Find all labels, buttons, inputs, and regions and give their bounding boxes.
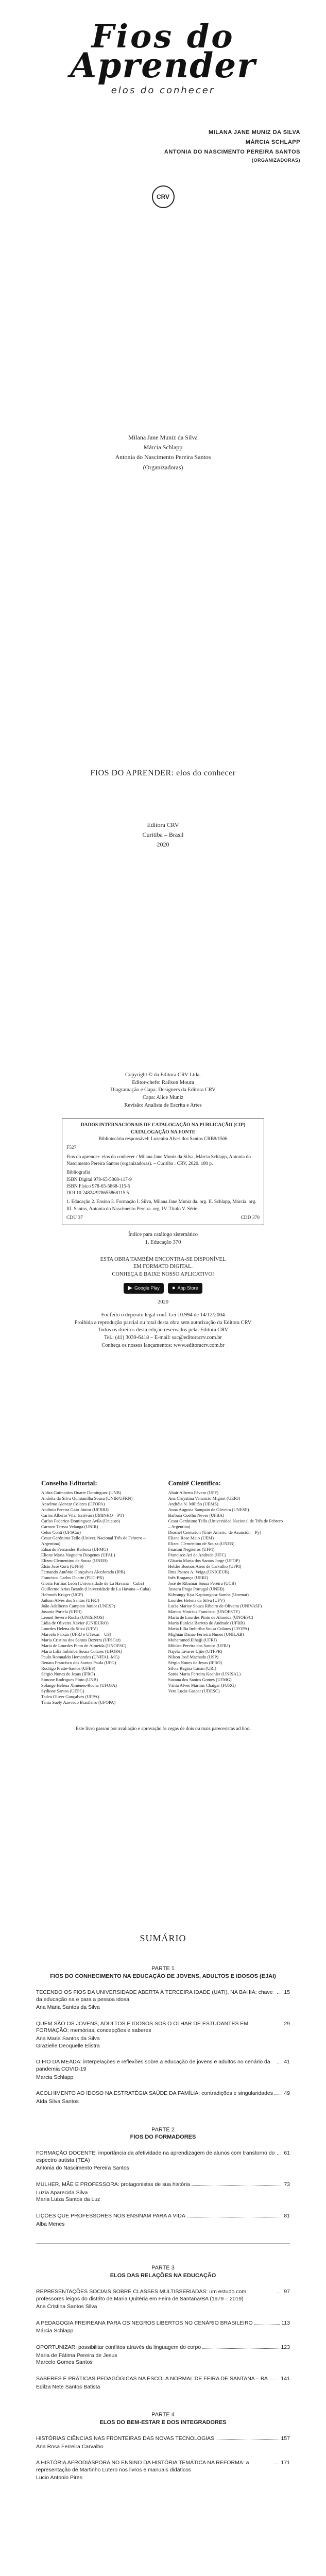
council-member: Carlos Federico Dominguez Avila (Unieuro) — [41, 1518, 121, 1523]
toc-entry-title: A HISTÓRIA AFRODIÁSPORA NO ENSINO DA HISTÓRIA TEMÁTICA NA REFORMA: a representação de Martinho Lutero nos livros e manuais didáticos — [36, 2460, 249, 2473]
divider — [36, 2243, 290, 2244]
toc-entry-line — [36, 1989, 290, 2003]
toc-leader-dots — [216, 2439, 279, 2440]
toc-entry-author: Maria Luiza Santos da Luz — [36, 2196, 100, 2203]
half-title-line: (Organizadoras) — [143, 463, 183, 471]
committee-member: Lourdes Helena da Silva (UFV) — [168, 1597, 225, 1603]
council-member: Marcelo Paixão (UFRJ e UTexas – US) — [41, 1631, 111, 1637]
toc-leader-dots — [274, 2094, 282, 2095]
cip-isbn: ISBN Físico 978-65-5868-115-5 — [66, 1183, 130, 1189]
cip-doi: DOI 10.24824/978655868115.5 — [66, 1191, 129, 1196]
cover-authors — [0, 128, 300, 164]
toc-entry[interactable] — [36, 2090, 290, 2105]
publication-year: 2020 — [157, 840, 169, 848]
committee-member: Eliane Rose Maio (UEM) — [168, 1535, 214, 1540]
cover-author: ANTONIA DO NASCIMENTO PEREIRA SANTOS — [164, 148, 300, 155]
toc-leader-dots — [277, 1993, 282, 1994]
legal-line: Proibida a reprodução parcial ou total desta obra sem autorização da Editora CRV — [74, 1319, 252, 1326]
committee-member: Helder Buenos Aires de Carvalho (UFPI) — [168, 1563, 242, 1569]
committee-member: Marcos Vinicius Francisco (UNOESTE) — [168, 1608, 240, 1614]
cip-title: DADOS INTERNACIONAIS DE CATALOGAÇÃO NA PUBLICAÇÃO (CIP) CATALOGAÇÃO NA FONTE — [80, 1123, 246, 1135]
council-list — [41, 1490, 158, 1705]
committee-member: Altair Alberto Fávero (UPF) — [168, 1489, 219, 1495]
availability-line: ESTA OBRA TAMBÉM ENCONTRA-SE DISPONÍVEL — [100, 1256, 226, 1262]
toc-entry-author: Grazielle Deoquelle Elistra — [36, 2042, 100, 2049]
committee-member: Maria Lília Imbiriba Sousa Colares (UFOPA) — [168, 1625, 249, 1631]
committee-member: Inês Bragança (UERJ) — [168, 1574, 208, 1580]
council-member: Carlos Alberto Vilar Estêvão (UMINHO – PT) — [41, 1512, 124, 1518]
toc-part-title: FIOS DO FORMADORES — [130, 2133, 196, 2140]
committee-heading: Comitê Científico: — [168, 1479, 221, 1487]
toc-part-title: ELOS DO BEM-ESTAR E DOS INTEGRADORES — [99, 2419, 227, 2426]
toc-entry[interactable] — [36, 2021, 290, 2050]
council-member: Elizeu Clementino de Souza (UNEB) — [41, 1557, 108, 1563]
toc-entry-title: FORMAÇÃO DOCENTE: importância da afetividade na aprendizagem de alunos com transtorno do espectro autista (TEA) — [36, 2150, 275, 2163]
council-columns — [41, 1479, 285, 1705]
toc-entry-author: Luzia Aparecida Silva — [36, 2189, 88, 2196]
committee-member: Barbara Coelho Neves (UFBA) — [168, 1512, 225, 1518]
cip-cdd: CDD 370 — [241, 1215, 260, 1221]
toc-entry-authors — [36, 2036, 290, 2049]
toc-entry[interactable] — [36, 1989, 290, 2011]
toc-entry[interactable] — [36, 2059, 290, 2081]
toc-entry-page: 29 — [284, 2020, 290, 2027]
committee-member: Maria de Lourdes Pinto de Almeida (UNOESC) — [168, 1614, 253, 1620]
cover-page — [0, 0, 326, 402]
toc-part-title: ELOS DAS RELAÇÕES NA EDUCAÇÃO — [110, 2272, 216, 2279]
council-member: Celso Conti (UFSCar) — [41, 1529, 81, 1535]
toc-entry-author: Edilza Nete Santos Batista — [36, 2383, 100, 2390]
toc-entry[interactable] — [36, 2289, 290, 2311]
committee-member: Gláucia Maria dos Santos Jorge (UFOP) — [168, 1557, 240, 1563]
toc-entry-authors — [36, 2074, 290, 2081]
committee-member: Elizeu Clementino de Souza (UNEB) — [168, 1540, 235, 1546]
toc-entry-authors — [36, 2352, 290, 2366]
toc-entry-title: REPRESENTAÇÕES SOCIAIS SOBRE CLASSES MULTISSERIADAS: um estudo com professores leigos do distrito de Maria Quitéria em Feira de Santana/BA (1979 – 2019) — [36, 2288, 247, 2302]
council-member: Helmuth Krüger (UCP) — [41, 1591, 83, 1597]
cip-isbn: Bibliografia — [66, 1170, 90, 1176]
toc-part-number: PARTE 2 — [151, 2126, 175, 2133]
council-member: Josania Portela (UFPI) — [41, 1608, 82, 1614]
committee-member: Míghian Danae Ferreira Nunes (UNILAB) — [168, 1631, 244, 1637]
toc-entry-page: 49 — [284, 2090, 290, 2097]
council-member: Maria Lília Imbiriba Sousa Colares (UFOPA) — [41, 1648, 122, 1654]
credit-line: Editor-chefe: Railson Moura — [132, 1079, 194, 1086]
committee-member: Sonia Maria Ferreira Koehler (UNISAL) — [168, 1671, 241, 1676]
half-title-line: Márcia Schlapp — [143, 444, 183, 451]
store-label: Google Play — [134, 1285, 160, 1291]
toc-entry-author: Marcelo Gomes Santos — [36, 2359, 93, 2366]
toc-entry-page: 141 — [281, 2376, 290, 2382]
committee-member: Anna Augusta Sampaio de Oliveira (UNESP) — [168, 1506, 249, 1512]
committee-member: Maria Eurácia Barreto de Andrade (UFRB) — [168, 1620, 245, 1625]
toc-entry-line — [36, 2021, 290, 2035]
toc-entry[interactable] — [36, 2344, 290, 2366]
committee-member: Jussara Fraga Portugal (UNEB) — [168, 1586, 225, 1591]
council-member: Lourdes Helena da Silva (UFV) — [41, 1625, 98, 1631]
committee-member: Nilson José Machado (USP) — [168, 1654, 219, 1659]
toc-entry[interactable] — [36, 2213, 290, 2228]
committee-member: Sérgio Nunes de Jesus (IFRO) — [168, 1659, 222, 1665]
index-heading: Índice para catálogo sistemático — [128, 1232, 198, 1238]
toc-entry[interactable] — [36, 2460, 290, 2482]
store-badges — [62, 1283, 264, 1294]
legal-line: Conheça os nossos lançamentos: www.editoracrv.com.br — [101, 1342, 225, 1348]
council-member: Francisco Carlos Duarte (PUC-PR) — [41, 1574, 104, 1580]
toc-leader-dots — [192, 2185, 283, 2186]
legal-line: Foi feito o depósito legal conf. Lei 10.994 de 14/12/2004 — [101, 1312, 225, 1318]
council-member: João Adalberto Campato Junior (UNESP) — [41, 1603, 115, 1608]
toc-entry-line — [36, 2213, 290, 2220]
legal-line: Tel.: (41) 3039-6418 – E-mail: sac@editoracrv.com.br — [104, 1334, 222, 1341]
toc-entry-page: 73 — [284, 2181, 290, 2188]
credit-line: Capa: Alice Muniz — [142, 1095, 184, 1101]
toc-part-items — [36, 2435, 290, 2482]
publisher-logo: CRV — [152, 185, 175, 208]
toc-entry-title: A PEDAGOGIA FREIREANA PARA OS NEGROS LIBERTOS NO CENÁRIO BRASILEIRO — [36, 2319, 253, 2326]
half-title-line: Antonia do Nascimento Pereira Santos — [115, 453, 211, 461]
committee-member: Kilwangy Kya Kapitango-a-Samba (Unemat) — [168, 1591, 249, 1597]
toc-entry-line — [36, 2289, 290, 2302]
council-member: Simone Rodrigues Pinto (UNB) — [41, 1676, 98, 1682]
toc-entry[interactable] — [36, 2181, 290, 2204]
title-page — [0, 690, 326, 1051]
toc-part — [36, 2126, 290, 2141]
toc-entry-author: Aída Silva Santos — [36, 2098, 79, 2105]
app-store-badge[interactable] — [168, 1283, 202, 1294]
toc-entry-line — [36, 2059, 290, 2073]
toc-entry[interactable] — [36, 2435, 290, 2450]
toc-entry-line — [36, 2376, 290, 2383]
council-member: Tadeu Oliver Gonçalves (UFPA) — [41, 1693, 99, 1699]
cover-title-line1: Fios do — [91, 18, 235, 55]
toc-entry-authors — [36, 2165, 290, 2172]
council-member: Sydione Santos (UEPG) — [41, 1688, 84, 1693]
availability-line: EM FORMATO DIGITAL. — [133, 1264, 193, 1270]
council-member: Jailson Alves dos Santos (UFRJ) — [41, 1597, 99, 1603]
cip-body: Fios do aprender: elos do conhecer / Milana Jane Muniz da Silva, Márcia Schlapp, Antonia do Nascimento Pereira Santos (organizadoras). – Curitiba : CRV, 2020. 180 p. — [66, 1154, 251, 1166]
toc-part-items — [36, 2150, 290, 2228]
toc-entry-title: LIÇÕES QUE PROFESSORES NOS ENSINAM PARA A VIDA — [36, 2213, 185, 2219]
publisher-name: Editora CRV — [147, 821, 179, 828]
apple-icon: ● — [171, 1284, 176, 1291]
credits — [62, 1072, 264, 1109]
committee-member: Cesar Gerónimo Tello (Universidad Nacional de Três de Febrero – Argentina) — [168, 1518, 283, 1529]
toc-entry-page: 15 — [284, 1989, 290, 1995]
toc-entry-author: Marcia Schlapp — [36, 2074, 74, 2080]
toc-entry-page: 41 — [284, 2059, 290, 2065]
toc-heading: SUMÁRIO — [140, 1933, 186, 1943]
council-member: Tania Suely Azevedo Brasileiro (UFOPA) — [41, 1699, 116, 1705]
toc-entry-author: Márcia Schlapp — [36, 2328, 74, 2334]
council-member: Antônio Pereira Gaio Júnior (UFRRJ) — [41, 1506, 109, 1512]
toc-entry-authors — [36, 2303, 290, 2311]
cover-title — [0, 18, 326, 86]
toc-entry[interactable] — [36, 2150, 290, 2172]
book-title: FIOS DO APRENDER: elos do conhecer — [90, 769, 236, 777]
council-member: Cesar Gerónimo Tello (Univer. Nacional Três de Febrero – Argentina) — [41, 1535, 146, 1546]
council-member: Élsio José Corá (UFFS) — [41, 1563, 83, 1569]
toc-entry-page: 123 — [281, 2344, 290, 2351]
council-heading: Conselho Editorial: — [41, 1479, 97, 1487]
committee-member: Andréia N. Militão (UEMS) — [168, 1501, 218, 1506]
cover-title-line2: Aprender — [70, 45, 256, 86]
committee-column — [168, 1479, 285, 1705]
toc-entry-line — [36, 2344, 290, 2351]
copyright-page — [0, 1051, 326, 1463]
index-block — [62, 1231, 264, 1246]
committee-member: Vânia Alves Martins Chaigar (FURG) — [168, 1682, 236, 1688]
half-title-line: Milana Jane Muniz da Silva — [128, 434, 198, 441]
peer-review-note: Este livro passou por avaliação e aprovação às cegas de dois ou mais pareceristas ad hoc. — [76, 1726, 250, 1732]
availability — [62, 1256, 264, 1279]
council-member: Fernando Antônio Gonçalves Alcoforado (IPB) — [41, 1569, 125, 1574]
toc-part — [36, 2264, 290, 2279]
committee-member: Francisco Ari de Andrade (UFC) — [168, 1552, 227, 1557]
toc-entry-authors — [36, 2004, 290, 2011]
committee-member: Mohammed Elhajji (UFRJ) — [168, 1637, 217, 1642]
committee-list — [168, 1490, 285, 1694]
toc-part — [36, 1965, 290, 1980]
toc-entry-line — [36, 2090, 290, 2097]
toc-entry-page: 97 — [284, 2288, 290, 2295]
cip-class-row — [66, 1215, 260, 1222]
committee-member: Suzana dos Santos Gomes (UFMG) — [168, 1676, 232, 1682]
availability-line: CONHEÇA E BAIXE NOSSO APLICATIVO! — [112, 1272, 214, 1278]
legal-notice — [62, 1312, 264, 1349]
credit-line: Diagramação e Capa: Designers da Editora CRV — [110, 1087, 216, 1093]
toc-leader-dots — [277, 2154, 282, 2155]
committee-member: Vera Lucia Gaspar (UDESC) — [168, 1688, 220, 1693]
council-member: Rodrigo Pratte-Santos (UFES) — [41, 1665, 96, 1671]
committee-member: Mônica Pereira dos Santos (UFRJ) — [168, 1642, 230, 1648]
committee-member: José de Ribamar Sousa Pereira (UCB) — [168, 1580, 236, 1586]
toc-entry-line — [36, 2435, 290, 2443]
cip-subjects: 1. Educação 2. Ensino 3. Formação I. Silva, Milana Jane Muniz da. org. II. Schlapp, Márcia. org. III. Santos, Antonia do Nascimento Pereira. org. IV. Título V. Série. — [66, 1199, 256, 1212]
toc-entry-authors — [36, 2475, 290, 2482]
council-member: Andréia da Silva Quintanilha Sousa (UNIR/UFRN) — [41, 1495, 133, 1501]
table-of-contents — [0, 1911, 326, 2576]
toc-part-number: PARTE 3 — [151, 2265, 175, 2272]
council-member: Lidia de Oliveira Xavier (UNIEURO) — [41, 1620, 109, 1625]
toc-entry-title: TECENDO OS FIOS DA UNIVERSIDADE ABERTA À TERCEIRA IDADE (UATI), NA BAHIA: chave da educação na e para a pessoa idosa — [36, 1989, 273, 2003]
toc-part-items — [36, 2289, 290, 2391]
toc-part-number: PARTE 4 — [151, 2412, 175, 2418]
toc-entry-author: Ana Cristina Santos Silva — [36, 2303, 97, 2310]
council-member: Eduardo Fernandes Barbosa (UFMG) — [41, 1546, 108, 1552]
toc-entry-title: OPORTUNIZAR: possibilitar conflitos através da linguagem do corpo — [36, 2344, 201, 2351]
editorial-council-page — [0, 1463, 326, 1911]
cover-author: MILANA JANE MUNIZ DA SILVA — [209, 129, 300, 136]
toc-entry-page: 61 — [284, 2150, 290, 2157]
toc-entry-page: 157 — [281, 2435, 290, 2442]
toc-entry-author: Ana Maria Santos da Silva — [36, 2036, 100, 2042]
council-member: Maria Cristina dos Santos Bezerra (UFSCar) — [41, 1637, 121, 1642]
cip-code: F527 — [66, 1145, 77, 1151]
toc-leader-dots — [202, 2348, 279, 2349]
council-member: Gloria Fariñas León (Universidade de La Havana – Cuba) — [41, 1580, 144, 1586]
imprint — [0, 820, 326, 850]
copyright-year: 2020 — [158, 1299, 168, 1306]
toc-entry-authors — [36, 2444, 290, 2451]
committee-member: Ana Chrystina Venancio Mignot (UERJ) — [168, 1495, 241, 1501]
cip-isbn: ISBN Digital 978-65-5868-117-9 — [66, 1177, 132, 1182]
toc-entry-authors — [36, 2221, 290, 2228]
toc-entry-title: SABERES E PRÁTICAS PEDAGÓGICAS NA ESCOLA NORMAL DE FEIRA DE SANTANA – BA — [36, 2376, 268, 2382]
store-label: App Store — [177, 1285, 198, 1291]
toc-entry-author: Alba Menes — [36, 2221, 65, 2227]
committee-member: Diosnel Centurion (Univ Americ. de Asunción – Py) — [168, 1529, 261, 1535]
toc-entry-author: Maria de Fátima Pereira de Jesus — [36, 2352, 117, 2359]
toc-leader-dots — [254, 2324, 280, 2325]
cip-subtitle: Bibliotecária responsável: Luzenira Alves dos Santos CRB9/1506 — [98, 1137, 228, 1142]
credit-line: Revisão: Analista de Escrita e Artes — [124, 1102, 202, 1108]
credit-line: Copyright © da Editora CRV Ltda. — [125, 1072, 201, 1078]
toc-entry-authors — [36, 2190, 290, 2204]
index-entry: 1. Educação 370 — [145, 1239, 181, 1245]
toc-entry-page: 171 — [281, 2460, 290, 2466]
toc-entry-authors — [36, 2384, 290, 2391]
toc-entry-page: 113 — [281, 2319, 290, 2326]
council-member: Carmen Tereza Velanga (UNIR) — [41, 1523, 98, 1529]
toc-entry-line — [36, 2320, 290, 2327]
toc-entry-author: Antonia do Nascimento Pereira Santos — [36, 2165, 129, 2172]
cip-cdu: CDU 37 — [66, 1215, 83, 1221]
committee-member: Lucia Marisy Souza Ribeiro de Oliveira (UNIVASF) — [168, 1603, 262, 1608]
committee-member: Silvia Regina Canan (URI) — [168, 1665, 216, 1671]
toc-entry-authors — [36, 2098, 290, 2106]
cover-author: MÁRCIA SCHLAPP — [245, 139, 300, 145]
toc-entry-title: O FIO DA MEADA: interpelações e reflexões sobre a educação de jovens e adultos no cenário da pandemia COVID-19 — [36, 2059, 270, 2073]
committee-member: Najela Tavares Ujiie (UTFPR) — [168, 1648, 222, 1654]
council-member: Solange Helena Ximenes-Rocha (UFOPA) — [41, 1682, 117, 1688]
play-icon: ▶ — [128, 1284, 132, 1291]
cip-box — [62, 1118, 264, 1225]
council-member: Aldira Guimarães Duarte Domínguez (UNB) — [41, 1489, 122, 1495]
council-member: Guillermo Arias Beatón (Universidade de La Havana – Cuba) — [41, 1586, 151, 1591]
toc-part-items — [36, 1989, 290, 2106]
council-column — [41, 1479, 158, 1705]
committee-member: Fauston Negreiros (UFPI) — [168, 1546, 215, 1552]
committee-member: Ilma Passos A. Veiga (UNICEUB) — [168, 1569, 229, 1574]
council-member: Elione Maria Nogueira Diogenes (UFAL) — [41, 1552, 115, 1557]
council-member: Maria de Lourdes Pinto de Almeida (UNOESC) — [41, 1642, 127, 1648]
toc-entry-title: HISTÓRIAS CIÊNCIAS NAS FRONTEIRAS DAS NOVAS TECNOLOGIAS — [36, 2435, 215, 2442]
council-member: Paulo Romualdo Hernandes (UNIFAL-MG) — [41, 1654, 119, 1659]
council-member: Renato Francisco dos Santos Paula (UFG) — [41, 1659, 116, 1665]
toc-part-number: PARTE 1 — [151, 1965, 175, 1972]
toc-part-title: FIOS DO CONHECIMENTO NA EDUCAÇÃO DE JOVENS, ADULTOS E IDOSOS (EJAI) — [50, 1973, 276, 1979]
toc-entry-page: 81 — [284, 2213, 290, 2219]
toc-entry-title: MULHER, MÃE E PROFESSORA: protagonistas de sua história — [36, 2181, 190, 2188]
toc-entry-author: Lucio Antonio Pires — [36, 2475, 82, 2481]
council-member: Sérgio Nunes de Jesus (IFRO) — [41, 1671, 95, 1676]
council-member: Leonel Severo Rocha (UNISINOS) — [41, 1614, 104, 1620]
toc-entry[interactable] — [36, 2376, 290, 2391]
toc-entry-title: QUEM SÃO OS JOVENS, ADULTOS E IDOSOS SOB O OLHAR DE ESTUDANTES EM FORMAÇÃO: memórias, concepções e saberes — [36, 2020, 249, 2034]
cover-role: (ORGANIZADORAS) — [252, 158, 300, 163]
toc-entry-author: Ana Rosa Ferreira Carvalho — [36, 2443, 104, 2450]
toc-entry-line — [36, 2181, 290, 2189]
toc-entry-author: Ana Maria Santos da Silva — [36, 2004, 100, 2011]
half-title-page — [0, 402, 326, 690]
google-play-badge[interactable] — [124, 1283, 164, 1294]
toc-part — [36, 2411, 290, 2426]
publisher-city: Curitiba – Brasil — [142, 831, 184, 838]
toc-entry-authors — [36, 2328, 290, 2335]
council-member: Anselmo Alencar Colares (UFOPA) — [41, 1501, 105, 1506]
legal-line: Todos os direitos desta edição reservados pela: Editora CRV — [97, 1327, 229, 1333]
toc-entry-line — [36, 2150, 290, 2164]
toc-entry[interactable] — [36, 2320, 290, 2335]
toc-entry-title: ACOLHIMENTO AO IDOSO NA ESTRATÉGIA SAÚDE DA FAMÍLIA: contradições e singularidades — [36, 2090, 273, 2097]
toc-entry-line — [36, 2460, 290, 2473]
cover-subtitle: elos do conhecer — [111, 85, 215, 96]
